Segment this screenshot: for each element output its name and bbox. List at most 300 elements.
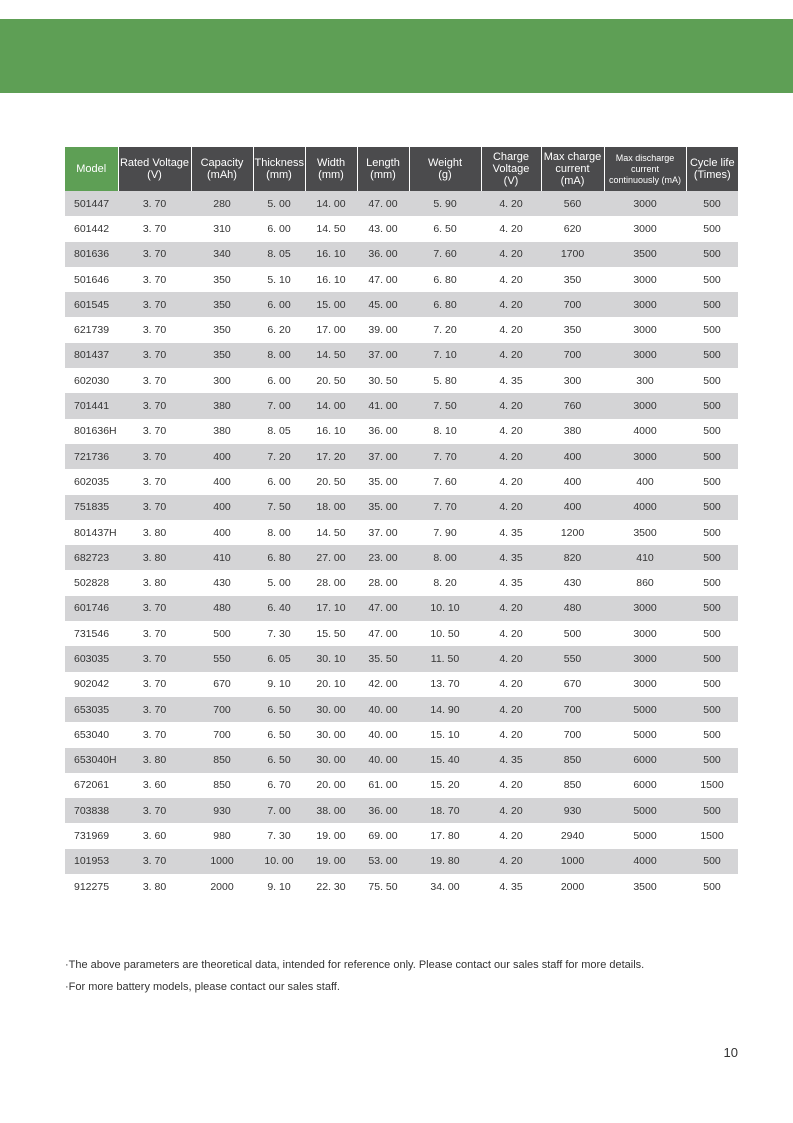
table-cell: 61. 00 (357, 773, 409, 798)
table-cell: 35. 00 (357, 469, 409, 494)
table-cell: 500 (686, 646, 738, 671)
table-cell: 5. 90 (409, 191, 481, 216)
table-cell: 3000 (604, 267, 686, 292)
table-cell: 15. 00 (305, 292, 357, 317)
model-cell: 501447 (65, 191, 118, 216)
table-cell: 350 (191, 317, 253, 342)
table-cell: 500 (686, 849, 738, 874)
table-cell: 6. 80 (409, 267, 481, 292)
table-cell: 34. 00 (409, 874, 481, 899)
model-cell: 672061 (65, 773, 118, 798)
table-cell: 6000 (604, 773, 686, 798)
table-cell: 280 (191, 191, 253, 216)
table-cell: 850 (191, 748, 253, 773)
table-cell: 6. 50 (253, 697, 305, 722)
column-header-line: continuously (mA) (608, 174, 682, 185)
table-cell: 670 (191, 672, 253, 697)
table-row (65, 545, 738, 570)
table-cell: 6. 50 (409, 216, 481, 241)
model-cell: 502828 (65, 570, 118, 595)
table-cell: 500 (686, 242, 738, 267)
table-cell: 4. 20 (481, 393, 541, 418)
column-header-line: (Times) (693, 169, 731, 181)
table-cell: 17. 80 (409, 823, 481, 848)
table-cell: 35. 50 (357, 646, 409, 671)
table-cell: 10. 00 (253, 849, 305, 874)
table-cell: 930 (541, 798, 604, 823)
table-cell: 7. 00 (253, 798, 305, 823)
table-row (65, 697, 738, 722)
table-cell: 5. 00 (253, 570, 305, 595)
table-cell: 500 (686, 621, 738, 646)
column-header-line: Charge (492, 151, 530, 163)
table-row (65, 849, 738, 874)
table-cell: 3000 (604, 444, 686, 469)
table-row (65, 773, 738, 798)
column-header (357, 147, 409, 191)
column-header-line: (V) (503, 175, 519, 187)
table-cell: 14. 90 (409, 697, 481, 722)
column-header-line: (mm) (370, 169, 396, 181)
table-cell: 8. 05 (253, 242, 305, 267)
table-cell: 500 (686, 570, 738, 595)
table-cell: 500 (686, 267, 738, 292)
table-row (65, 570, 738, 595)
model-cell: 653040H (65, 748, 118, 773)
table-body (65, 191, 738, 899)
table-cell: 6. 80 (253, 545, 305, 570)
table-cell: 43. 00 (357, 216, 409, 241)
table-cell: 20. 10 (305, 672, 357, 697)
table-cell: 6. 40 (253, 596, 305, 621)
table-cell: 6. 70 (253, 773, 305, 798)
table-cell: 4. 35 (481, 368, 541, 393)
footnotes (65, 954, 644, 998)
table-cell: 4. 20 (481, 267, 541, 292)
table-cell: 500 (686, 697, 738, 722)
table-cell: 3. 70 (118, 419, 191, 444)
model-cell: 682723 (65, 545, 118, 570)
table-cell: 300 (604, 368, 686, 393)
table-cell: 41. 00 (357, 393, 409, 418)
table-cell: 480 (541, 596, 604, 621)
table-row (65, 520, 738, 545)
model-cell: 801437 (65, 343, 118, 368)
table-cell: 3000 (604, 317, 686, 342)
table-cell: 30. 00 (305, 722, 357, 747)
table-cell: 1000 (191, 849, 253, 874)
table-cell: 7. 50 (409, 393, 481, 418)
table-cell: 500 (686, 292, 738, 317)
table-cell: 4. 35 (481, 874, 541, 899)
table-cell: 3. 70 (118, 191, 191, 216)
model-cell: 602030 (65, 368, 118, 393)
table-cell: 37. 00 (357, 444, 409, 469)
table-cell: 14. 50 (305, 520, 357, 545)
table-cell: 4. 20 (481, 697, 541, 722)
table-cell: 500 (686, 343, 738, 368)
table-row (65, 267, 738, 292)
table-cell: 18. 70 (409, 798, 481, 823)
table-cell: 7. 50 (253, 495, 305, 520)
column-header (191, 147, 253, 191)
table-cell: 14. 50 (305, 216, 357, 241)
table-cell: 15. 50 (305, 621, 357, 646)
table-cell: 3500 (604, 520, 686, 545)
table-cell: 3000 (604, 646, 686, 671)
table-cell: 8. 10 (409, 419, 481, 444)
table-cell: 39. 00 (357, 317, 409, 342)
table-cell: 6. 50 (253, 722, 305, 747)
table-cell: 4. 35 (481, 545, 541, 570)
table-cell: 3. 70 (118, 621, 191, 646)
table-cell: 8. 05 (253, 419, 305, 444)
table-cell: 980 (191, 823, 253, 848)
table-cell: 4. 20 (481, 444, 541, 469)
table-cell: 3. 80 (118, 570, 191, 595)
table-cell: 4. 20 (481, 823, 541, 848)
table-cell: 3000 (604, 216, 686, 241)
table-row (65, 317, 738, 342)
table-cell: 3. 70 (118, 317, 191, 342)
column-header-line: (V) (147, 169, 162, 181)
table-row (65, 798, 738, 823)
table-cell: 310 (191, 216, 253, 241)
model-cell: 621739 (65, 317, 118, 342)
table-cell: 9. 10 (253, 672, 305, 697)
column-header-line: Voltage (492, 163, 530, 175)
table-cell: 3. 80 (118, 874, 191, 899)
column-header (541, 147, 604, 191)
table-cell: 19. 00 (305, 823, 357, 848)
model-cell: 902042 (65, 672, 118, 697)
table-cell: 500 (686, 672, 738, 697)
table-cell: 47. 00 (357, 621, 409, 646)
model-cell: 801437H (65, 520, 118, 545)
column-header-line: Max charge (543, 151, 602, 163)
model-cell: 912275 (65, 874, 118, 899)
table-row (65, 672, 738, 697)
table-cell: 4000 (604, 495, 686, 520)
table-cell: 500 (686, 368, 738, 393)
table-cell: 1700 (541, 242, 604, 267)
table-cell: 3000 (604, 621, 686, 646)
model-cell: 653040 (65, 722, 118, 747)
table-cell: 500 (686, 722, 738, 747)
table-row (65, 419, 738, 444)
table-row (65, 242, 738, 267)
table-cell: 3. 70 (118, 267, 191, 292)
table-cell: 350 (191, 292, 253, 317)
model-cell: 721736 (65, 444, 118, 469)
table-cell: 500 (686, 798, 738, 823)
table-cell: 3. 70 (118, 444, 191, 469)
table-cell: 4. 35 (481, 520, 541, 545)
table-cell: 30. 00 (305, 697, 357, 722)
table-cell: 500 (686, 495, 738, 520)
table-cell: 4. 20 (481, 216, 541, 241)
table-cell: 620 (541, 216, 604, 241)
model-cell: 653035 (65, 697, 118, 722)
model-cell: 751835 (65, 495, 118, 520)
table-row (65, 191, 738, 216)
table-cell: 7. 70 (409, 495, 481, 520)
model-cell: 601545 (65, 292, 118, 317)
table-cell: 36. 00 (357, 419, 409, 444)
table-cell: 4000 (604, 849, 686, 874)
table-row (65, 722, 738, 747)
table-row (65, 495, 738, 520)
table-cell: 4. 20 (481, 646, 541, 671)
table-cell: 45. 00 (357, 292, 409, 317)
column-header-line: current (555, 163, 590, 175)
table-cell: 4. 20 (481, 621, 541, 646)
table-cell: 53. 00 (357, 849, 409, 874)
table-cell: 40. 00 (357, 697, 409, 722)
model-cell: 703838 (65, 798, 118, 823)
table-cell: 5. 80 (409, 368, 481, 393)
table-cell: 8. 00 (409, 545, 481, 570)
table-cell: 17. 00 (305, 317, 357, 342)
table-cell: 350 (191, 267, 253, 292)
table-cell: 16. 10 (305, 419, 357, 444)
table-cell: 850 (541, 748, 604, 773)
model-cell: 701441 (65, 393, 118, 418)
table-cell: 820 (541, 545, 604, 570)
table-cell: 300 (191, 368, 253, 393)
table-cell: 6. 80 (409, 292, 481, 317)
column-header-line: Capacity (200, 157, 244, 169)
column-header-line: Model (76, 163, 107, 175)
table-cell: 30. 50 (357, 368, 409, 393)
table-cell: 3. 70 (118, 798, 191, 823)
column-header-line: (g) (438, 169, 452, 181)
model-cell: 801636 (65, 242, 118, 267)
table-cell: 4. 20 (481, 849, 541, 874)
table-cell: 500 (686, 748, 738, 773)
table-cell: 8. 20 (409, 570, 481, 595)
table-cell: 4. 20 (481, 343, 541, 368)
table-cell: 14. 50 (305, 343, 357, 368)
table-cell: 3. 70 (118, 697, 191, 722)
table-cell: 22. 30 (305, 874, 357, 899)
table-cell: 3000 (604, 672, 686, 697)
table-cell: 930 (191, 798, 253, 823)
table-cell: 700 (541, 697, 604, 722)
model-cell: 601442 (65, 216, 118, 241)
table-cell: 4. 20 (481, 596, 541, 621)
table-cell: 6. 00 (253, 216, 305, 241)
table-cell: 3. 80 (118, 520, 191, 545)
column-header-line: Cycle life (689, 157, 735, 169)
table-cell: 37. 00 (357, 343, 409, 368)
battery-spec-table (65, 147, 738, 899)
table-cell: 7. 30 (253, 823, 305, 848)
table-row (65, 216, 738, 241)
table-cell: 500 (686, 545, 738, 570)
model-cell: 603035 (65, 646, 118, 671)
column-header-line: current (630, 163, 659, 174)
table-cell: 36. 00 (357, 242, 409, 267)
column-header (65, 147, 118, 191)
table-cell: 500 (686, 419, 738, 444)
model-cell: 731546 (65, 621, 118, 646)
table-cell: 340 (191, 242, 253, 267)
table-cell: 13. 70 (409, 672, 481, 697)
table-cell: 40. 00 (357, 748, 409, 773)
table-cell: 500 (191, 621, 253, 646)
table-cell: 2940 (541, 823, 604, 848)
table-cell: 3500 (604, 874, 686, 899)
column-header (686, 147, 738, 191)
table-cell: 400 (191, 495, 253, 520)
table-cell: 18. 00 (305, 495, 357, 520)
table-cell: 380 (191, 419, 253, 444)
table-cell: 47. 00 (357, 191, 409, 216)
table-cell: 3. 70 (118, 849, 191, 874)
column-header-line: (mm) (266, 169, 292, 181)
table-cell: 6. 00 (253, 292, 305, 317)
table-cell: 3. 60 (118, 823, 191, 848)
table-cell: 550 (541, 646, 604, 671)
table-cell: 42. 00 (357, 672, 409, 697)
table-cell: 300 (541, 368, 604, 393)
table-row (65, 343, 738, 368)
table-row (65, 748, 738, 773)
table-cell: 550 (191, 646, 253, 671)
table-cell: 1500 (686, 823, 738, 848)
table-cell: 4000 (604, 419, 686, 444)
table-cell: 350 (541, 267, 604, 292)
table-row (65, 444, 738, 469)
table-cell: 410 (191, 545, 253, 570)
table-cell: 500 (686, 216, 738, 241)
top-green-band (0, 19, 793, 93)
table-cell: 3000 (604, 393, 686, 418)
table-cell: 3. 70 (118, 393, 191, 418)
table-cell: 3. 70 (118, 596, 191, 621)
table-cell: 500 (686, 469, 738, 494)
table-cell: 700 (191, 722, 253, 747)
table-cell: 17. 20 (305, 444, 357, 469)
table-cell: 4. 35 (481, 570, 541, 595)
table-cell: 3. 70 (118, 722, 191, 747)
table-cell: 30. 00 (305, 748, 357, 773)
table-cell: 7. 00 (253, 393, 305, 418)
table-cell: 850 (541, 773, 604, 798)
model-cell: 501646 (65, 267, 118, 292)
table-cell: 6. 05 (253, 646, 305, 671)
column-header-line: (mA) (560, 175, 585, 187)
table-cell: 47. 00 (357, 267, 409, 292)
table-cell: 3. 60 (118, 773, 191, 798)
table-cell: 670 (541, 672, 604, 697)
table-cell: 410 (604, 545, 686, 570)
table-cell: 4. 35 (481, 748, 541, 773)
table-cell: 5000 (604, 722, 686, 747)
table-cell: 4. 20 (481, 191, 541, 216)
table-cell: 36. 00 (357, 798, 409, 823)
column-header (305, 147, 357, 191)
table-cell: 500 (686, 596, 738, 621)
table-cell: 700 (541, 722, 604, 747)
table-cell: 560 (541, 191, 604, 216)
page-number: 10 (723, 1045, 738, 1060)
table-cell: 5. 00 (253, 191, 305, 216)
table-cell: 3000 (604, 191, 686, 216)
table-cell: 7. 30 (253, 621, 305, 646)
table-cell: 28. 00 (305, 570, 357, 595)
table-row (65, 874, 738, 899)
table-cell: 15. 10 (409, 722, 481, 747)
table-cell: 7. 20 (409, 317, 481, 342)
table-cell: 1200 (541, 520, 604, 545)
table-cell: 3. 80 (118, 545, 191, 570)
table-cell: 2000 (191, 874, 253, 899)
table-cell: 430 (191, 570, 253, 595)
table-cell: 28. 00 (357, 570, 409, 595)
column-header-line: Max discharge (615, 152, 675, 163)
table-cell: 16. 10 (305, 242, 357, 267)
table-cell: 7. 60 (409, 469, 481, 494)
table-cell: 7. 20 (253, 444, 305, 469)
table-cell: 7. 10 (409, 343, 481, 368)
column-header-line: Length (366, 157, 400, 169)
table-cell: 3000 (604, 596, 686, 621)
table-cell: 3. 80 (118, 748, 191, 773)
table-cell: 3. 70 (118, 469, 191, 494)
column-header-line: Rated Voltage (119, 157, 190, 169)
table-cell: 500 (686, 520, 738, 545)
table-cell: 75. 50 (357, 874, 409, 899)
model-cell: 731969 (65, 823, 118, 848)
table-cell: 3. 70 (118, 646, 191, 671)
table-row (65, 368, 738, 393)
column-header-line: (mAh) (207, 169, 237, 181)
table-cell: 500 (686, 444, 738, 469)
table-cell: 350 (191, 343, 253, 368)
table-cell: 500 (686, 393, 738, 418)
table-cell: 19. 00 (305, 849, 357, 874)
table-cell: 4. 20 (481, 798, 541, 823)
table-row (65, 469, 738, 494)
table-cell: 15. 20 (409, 773, 481, 798)
model-cell: 601746 (65, 596, 118, 621)
table-cell: 1000 (541, 849, 604, 874)
table-cell: 3. 70 (118, 242, 191, 267)
column-header-line: (mm) (318, 169, 344, 181)
table-cell: 23. 00 (357, 545, 409, 570)
table-cell: 10. 50 (409, 621, 481, 646)
table-cell: 850 (191, 773, 253, 798)
table-cell: 3500 (604, 242, 686, 267)
table-cell: 3000 (604, 343, 686, 368)
table-cell: 6. 00 (253, 469, 305, 494)
model-cell: 101953 (65, 849, 118, 874)
table-cell: 860 (604, 570, 686, 595)
table-cell: 4. 20 (481, 292, 541, 317)
table-cell: 500 (541, 621, 604, 646)
column-header-line: Width (316, 157, 346, 169)
table-cell: 17. 10 (305, 596, 357, 621)
table-cell: 400 (191, 520, 253, 545)
table-cell: 380 (541, 419, 604, 444)
column-header-line: Weight (427, 157, 463, 169)
table-cell: 19. 80 (409, 849, 481, 874)
table-cell: 37. 00 (357, 520, 409, 545)
table-cell: 4. 20 (481, 242, 541, 267)
column-header (118, 147, 191, 191)
